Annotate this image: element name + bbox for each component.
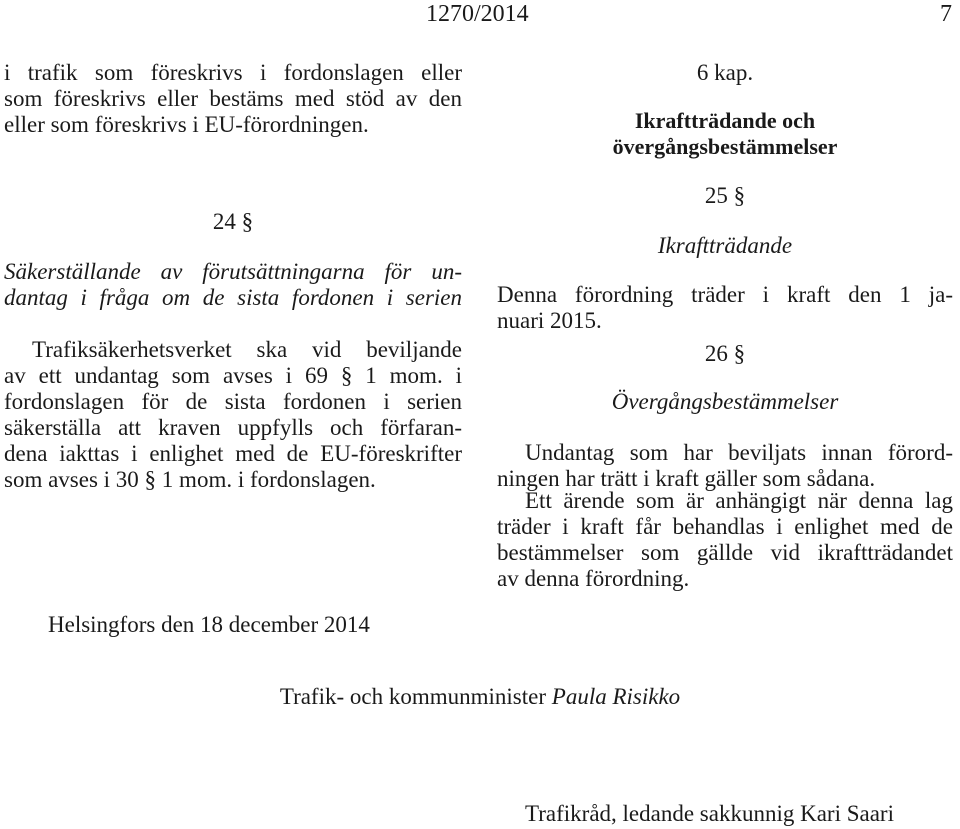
section-24-title-line: Säkerställande av förutsättningarna för un- (4, 259, 462, 284)
document-number: 1270/2014 (426, 1, 529, 27)
chapter-title-line: Ikraftträdande och (634, 108, 816, 133)
intro-line: i trafik som föreskrivs i fordonslagen eller (4, 60, 462, 85)
section-25-body-line: nuari 2015. (497, 308, 602, 333)
section-24-title-line: dantag i fråga om de sista fordonen i serien (4, 285, 462, 310)
place-date: Helsingfors den 18 december 2014 (48, 612, 370, 637)
section-26-body-line: ningen har trätt i kraft gäller som sådana. (497, 466, 876, 491)
chapter-title-line: övergångsbestämmelser (612, 134, 838, 159)
minister-title: Trafik- och kommunminister (279, 684, 547, 709)
section-26-body-line: av denna förordning. (497, 566, 690, 591)
section-24-body-line: av ett undantag som avses i 69 § 1 mom. i (4, 363, 462, 388)
intro-line: som föreskrivs eller bestäms med stöd av den (4, 86, 462, 111)
section-24-body-line: fordonslagen för de sista fordonen i serien (4, 389, 462, 414)
section-25-body-line: Denna förordning träder i kraft den 1 ja- (497, 282, 953, 307)
section-26-number: 26 § (704, 341, 746, 366)
section-24-body-line: som avses i 30 § 1 mom. i fordonslagen. (4, 467, 376, 492)
official-signature: Trafikråd, ledande sakkunnig Kari Saari (525, 801, 894, 826)
section-24-body-line: säkerställa att kraven uppfylls och förfaran- (4, 415, 462, 440)
section-24-body-line: Trafiksäkerhetsverket ska vid beviljande (32, 337, 462, 362)
section-26-body-line: träder i kraft får behandlas i enlighet med de (497, 514, 953, 539)
section-24-number: 24 § (212, 209, 254, 234)
intro-line: eller som föreskrivs i EU-förordningen. (4, 112, 369, 137)
section-26-body-line: Undantag som har beviljats innan förord- (525, 440, 953, 465)
page-number: 7 (940, 1, 952, 27)
section-26-body-line: bestämmelser som gällde vid ikraftträdandet (497, 540, 953, 565)
section-25-number: 25 § (704, 183, 746, 208)
section-24-body-line: dena iakttas i enlighet med de EU-föreskrifter (4, 441, 462, 466)
minister-line (0, 684, 960, 710)
minister-name: Paula Risikko (551, 684, 681, 709)
chapter-number: 6 kap. (696, 60, 754, 85)
section-25-title: Ikraftträdande (657, 233, 793, 258)
section-26-body-line: Ett ärende som är anhängigt när denna lag (525, 488, 953, 513)
section-26-title: Övergångsbestämmelser (611, 389, 839, 414)
